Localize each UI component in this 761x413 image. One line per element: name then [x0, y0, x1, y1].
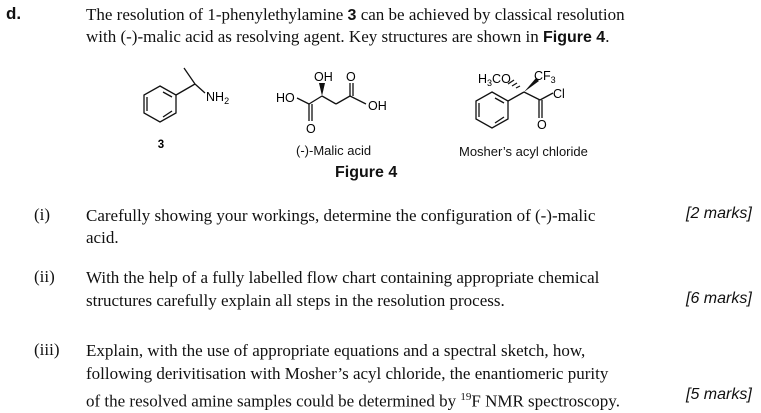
mosher-o-bottom-label: O	[537, 118, 547, 132]
mosher-cf3-label: $CF_3$	[534, 69, 556, 85]
malic-acid-structure	[297, 83, 366, 121]
part-i-line-1: Carefully showing your workings, determine the configuration of (-)-malic	[86, 206, 596, 225]
malic-acid-caption: (-)-Malic acid	[296, 143, 372, 158]
mosher-cl-label: Cl	[553, 87, 565, 101]
part-iii-line-1: Explain, with the use of appropriate equations and a spectral sketch, how,	[86, 341, 586, 360]
part-iii-line-3-a: of the resolved amine samples could be determined by	[86, 391, 461, 411]
malic-oh-right-label: OH	[368, 99, 387, 113]
part-ii-line-2: structures carefully explain all steps in the resolution process.	[86, 291, 505, 310]
malic-o-bottom-label: O	[306, 122, 316, 136]
malic-wedge-bond	[319, 83, 325, 96]
part-ii-marks: [6 marks]	[686, 290, 752, 307]
figure-caption: Figure 4	[335, 164, 398, 181]
part-ii-number: (ii)	[34, 267, 55, 286]
part-i-line-2: acid.	[86, 228, 119, 247]
part-iii-line-3-b: F NMR spectroscopy.	[471, 391, 620, 411]
part-i-marks: [2 marks]	[686, 205, 752, 222]
part-iii-isotope-superscript: 19	[460, 391, 472, 403]
part-iii-number: (iii)	[34, 340, 60, 359]
malic-o-top-label: O	[346, 70, 356, 84]
intro-line-2-a: with (-)-malic acid as resolving agent. Key structures are shown in	[86, 27, 543, 46]
mosher-h3co-label: $H_3CO$	[478, 72, 511, 88]
question-label: d.	[6, 4, 22, 23]
malic-ho-label: HO	[276, 91, 295, 105]
part-iii-marks: [5 marks]	[686, 386, 752, 403]
phenylethylamine-structure	[144, 68, 205, 122]
part-i-number: (i)	[34, 205, 51, 224]
intro-line-2-b: .	[605, 27, 610, 46]
intro-line-1-b: can be achieved by classical resolution	[356, 5, 625, 24]
intro-line-1-a: The resolution of 1-phenylethylamine	[86, 5, 348, 24]
intro-compound-number: 3	[347, 7, 357, 24]
part-iii-line-2: following derivitisation with Mosher’s acyl chloride, the enantiomeric purity	[86, 364, 609, 383]
intro-figure-ref: Figure 4	[542, 29, 606, 46]
compound-3-number: 3	[157, 139, 165, 151]
part-ii-line-1: With the help of a fully labelled flow chart containing appropriate chemical	[86, 268, 600, 287]
nh2-label: $NH_2$	[206, 90, 230, 106]
malic-oh-top-label: OH	[314, 70, 333, 84]
mosher-caption: Mosher’s acyl chloride	[459, 144, 588, 159]
